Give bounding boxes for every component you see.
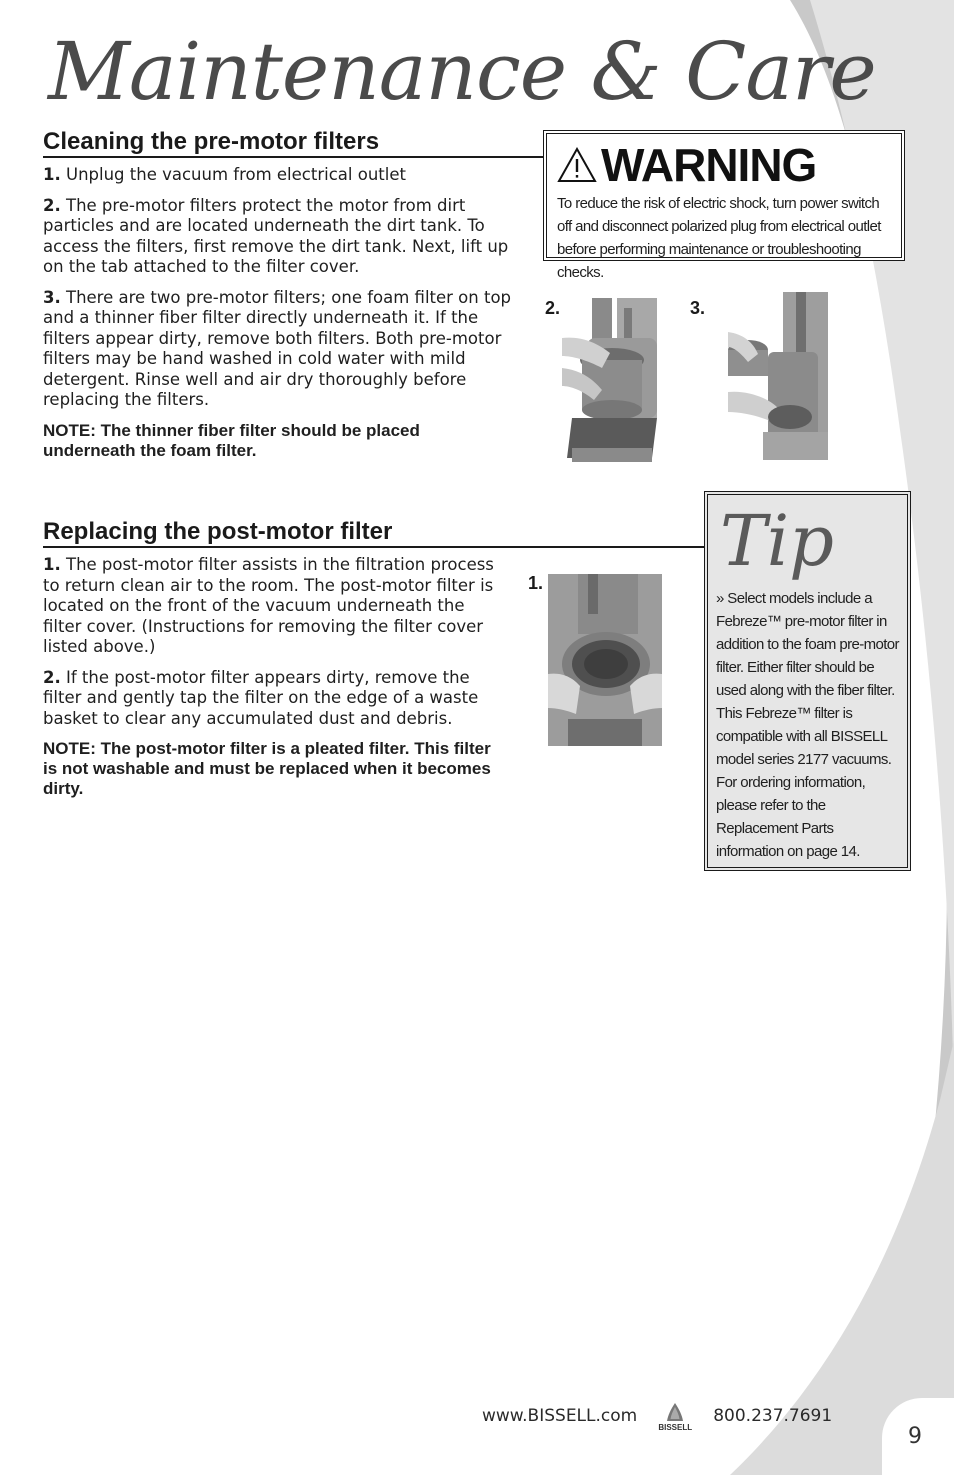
page-number: 9 <box>882 1398 954 1475</box>
step-3: 3. There are two pre-motor filters; one foam filter on top and a thinner fiber filter directly underneath it. If the filters appear dirty, remove both filters. Both pre-motor filters may be hand washed in cold water with mild detergent. Rinse well and air dry thoroughly before replacing the filters. <box>43 287 512 409</box>
figure-1-label: 1. <box>528 573 544 593</box>
tip-title: Tip <box>720 500 834 582</box>
section-body-pre-motor <box>43 165 513 471</box>
footer <box>482 1402 832 1430</box>
warning-title: WARNING <box>601 139 817 191</box>
section-heading-pre-motor: Cleaning the pre-motor filters <box>43 128 380 155</box>
section-rule-2 <box>43 546 705 548</box>
step-2: 2. The pre-motor filters protect the motor from dirt particles and are located underneath the dirt tank. To access the filters, first remove the dirt tank. Next, lift up on the tab attached to the filter cover. <box>43 195 509 276</box>
footer-website-link[interactable]: www.BISSELL.com <box>482 1406 638 1426</box>
page-title: Maintenance & Care <box>48 25 876 118</box>
bissell-logo: BISSELL <box>655 1401 695 1432</box>
warning-triangle-icon <box>557 147 597 183</box>
post-step-1: 1. The post-motor filter assists in the filtration process to return clean air to the room. The post-motor filter is located on the front of the vacuum underneath the filter cover. (Instructions for removing the filter cover listed above.) <box>43 555 494 656</box>
tip-text: » Select models include a Febreze™ pre-motor filter in addition to the foam pre-motor filter. Either filter should be used along with the fiber filter. This Febreze™ filter is compatible with all BISSELL model series 2177 vacuums. For ordering information, please refer to the Replacement Parts information on page 14. <box>716 590 899 860</box>
figure-1-photo <box>548 574 662 746</box>
tip-box <box>704 491 911 871</box>
figure-3-photo <box>728 292 830 460</box>
warning-text: To reduce the risk of electric shock, turn power switch off and disconnect polarized plug from electrical outlet before performing maintenance or troubleshooting checks. <box>557 195 881 281</box>
step-1: 1. Unplug the vacuum from electrical outlet <box>43 165 406 184</box>
figure-3-label: 3. <box>690 298 706 318</box>
warning-box <box>543 130 905 281</box>
section-heading-post-motor: Replacing the post-motor filter <box>43 518 393 545</box>
section-body-post-motor <box>43 555 503 809</box>
section-rule-1 <box>43 156 543 158</box>
note-pre-motor: NOTE: The thinner fiber filter should be placed underneath the foam filter. <box>43 420 420 460</box>
warning-header <box>557 140 891 190</box>
figure-2-label: 2. <box>545 298 561 318</box>
post-step-2: 2. If the post-motor filter appears dirty, remove the filter and gently tap the filter on the edge of a waste basket to clear any accumulated dust and debris. <box>43 667 479 728</box>
note-post-motor: NOTE: The post-motor filter is a pleated filter. This filter is not washable and must be replaced when it becomes dirty. <box>43 739 491 798</box>
footer-phone: 800.237.7691 <box>713 1406 833 1426</box>
figure-2-photo <box>562 298 662 466</box>
